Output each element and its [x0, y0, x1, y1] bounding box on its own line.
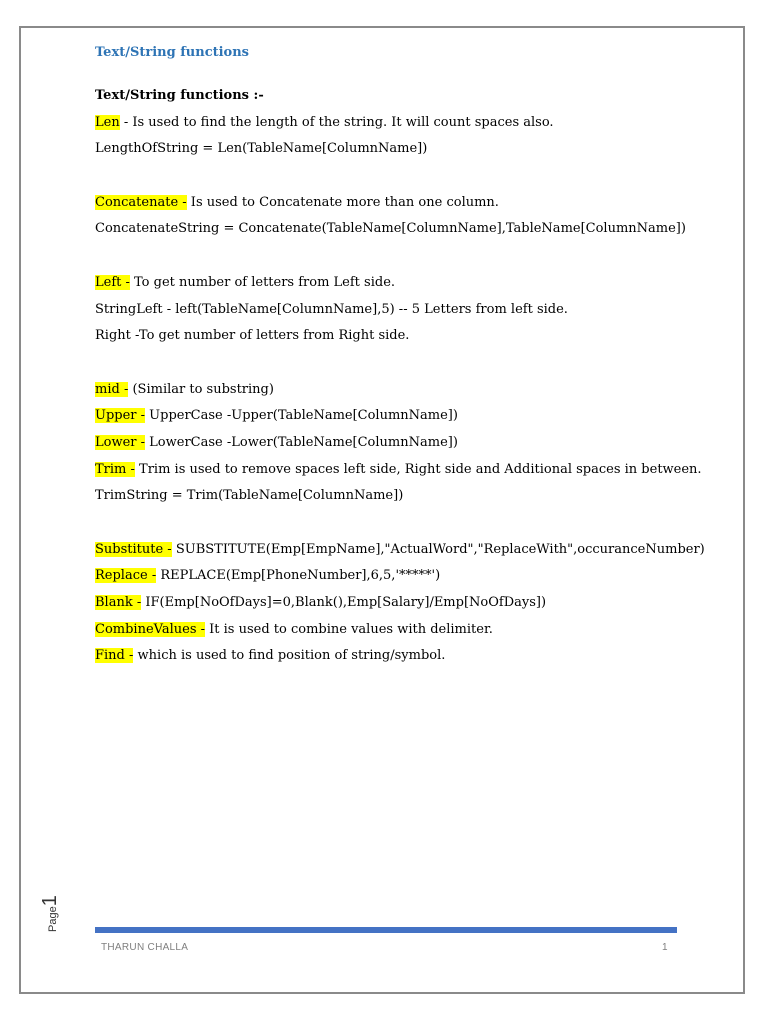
line-text: - Is used to find the length of the string. It will count spaces also.: [119, 114, 554, 130]
text-line: [95, 621, 695, 648]
text-line: [95, 140, 695, 167]
page-margin-number: 1: [39, 895, 61, 907]
blank-line: [95, 167, 695, 194]
text-line: [95, 541, 705, 568]
blank-line: [95, 514, 695, 541]
line-text: To get number of letters from Left side.: [129, 274, 396, 290]
text-line: [95, 274, 695, 301]
text-line: [95, 220, 695, 247]
line-text: LowerCase -Lower(TableName[ColumnName]): [145, 434, 458, 450]
document-page: [19, 26, 745, 994]
highlighted-keyword: Find -: [95, 648, 134, 664]
text-line: [95, 381, 695, 408]
line-text: UpperCase -Upper(TableName[ColumnName]): [145, 408, 458, 424]
text-line: [95, 327, 695, 354]
text-line: [95, 567, 695, 594]
page-margin-label: [39, 886, 69, 936]
text-line: [95, 461, 702, 488]
text-line: [95, 594, 695, 621]
highlighted-keyword: CombineValues -: [95, 621, 206, 637]
line-text: TrimString = Trim(TableName[ColumnName]): [95, 488, 404, 504]
highlighted-keyword: Blank -: [95, 595, 142, 611]
line-text: IF(Emp[NoOfDays]=0,Blank(),Emp[Salary]/Emp[NoOfDays]): [141, 595, 547, 611]
line-text: Right -To get number of letters from Right side.: [95, 328, 410, 344]
line-text: StringLeft - left(TableName[ColumnName],5) -- 5 Letters from left side.: [95, 301, 568, 317]
blank-line: [95, 247, 695, 274]
line-text: It is used to combine values with delimiter.: [205, 621, 493, 637]
document-body: [95, 44, 705, 674]
text-line: [95, 407, 695, 434]
highlighted-keyword: Substitute -: [95, 541, 172, 557]
text-line: [95, 647, 695, 674]
highlighted-keyword: Len: [95, 114, 120, 130]
highlighted-keyword: Left -: [95, 274, 130, 290]
page-word: Page: [47, 906, 59, 932]
line-text: (Similar to substring): [128, 381, 274, 397]
header-title: Text/String functions: [95, 45, 250, 60]
highlighted-keyword: Upper -: [95, 408, 146, 424]
highlighted-keyword: Lower -: [95, 434, 146, 450]
footer-rule: [95, 927, 677, 933]
highlighted-keyword: Concatenate -: [95, 194, 187, 210]
line-text: Trim is used to remove spaces left side, Right side and Additional spaces in between.: [134, 461, 702, 477]
text-line: [95, 194, 695, 221]
function-list: [95, 114, 705, 674]
line-text: Is used to Concatenate more than one column.: [186, 194, 499, 210]
section-heading: Text/String functions :-: [95, 88, 264, 103]
highlighted-keyword: Replace -: [95, 568, 157, 584]
footer-author: THARUN CHALLA: [101, 942, 189, 953]
line-text: LengthOfString = Len(TableName[ColumnName]): [95, 141, 428, 157]
line-text: REPLACE(Emp[PhoneNumber],6,5,'*****'): [156, 568, 441, 584]
text-line: [95, 301, 695, 328]
highlighted-keyword: mid -: [95, 381, 129, 397]
text-line: [95, 434, 695, 461]
blank-line: [95, 354, 695, 381]
line-text: which is used to find position of string/symbol.: [133, 648, 446, 664]
text-line: [95, 487, 695, 514]
highlighted-keyword: Trim -: [95, 461, 135, 477]
text-line: [95, 114, 695, 141]
line-text: ConcatenateString = Concatenate(TableName[ColumnName],TableName[ColumnName]): [95, 221, 686, 237]
line-text: SUBSTITUTE(Emp[EmpName],"ActualWord","ReplaceWith",occuranceNumber): [171, 541, 705, 557]
footer-page-number: 1: [662, 942, 668, 953]
